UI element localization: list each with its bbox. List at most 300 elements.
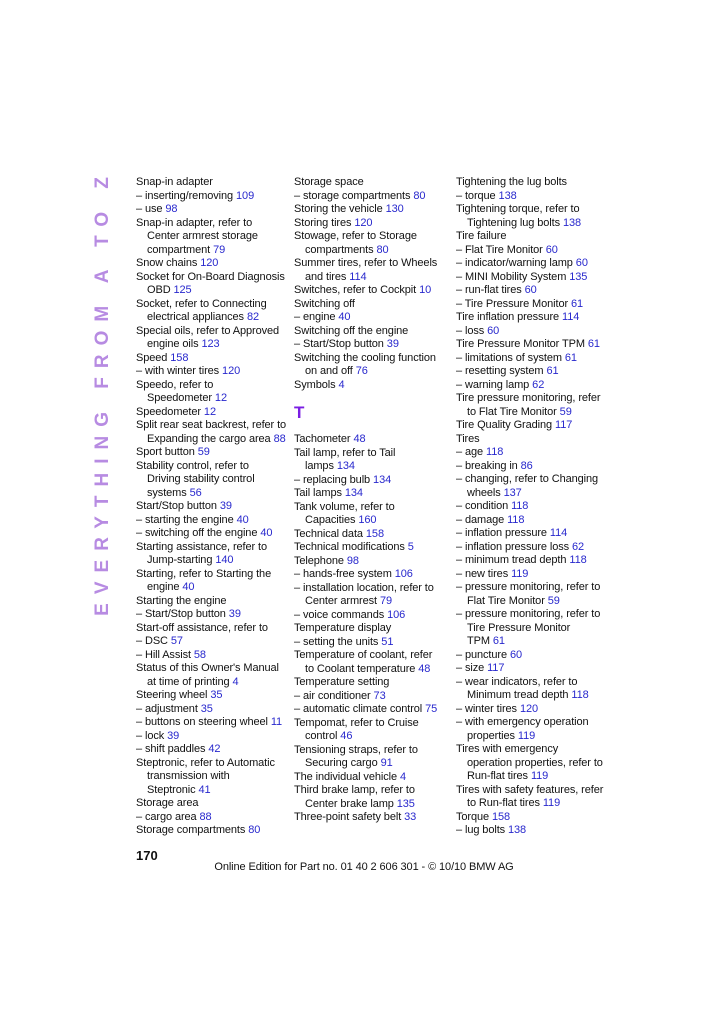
index-entry [294,690,450,704]
index-entry [136,622,292,636]
entry-line [456,662,612,676]
index-entry [136,649,292,663]
entry-line [294,676,450,690]
page-ref: 42 [208,743,221,755]
entry-text: Expanding the cargo area [147,432,271,445]
entry-text: lamps [305,460,334,472]
entry-line [294,217,450,231]
page-ref: 118 [507,513,525,526]
index-entry [294,352,450,379]
entry-line [456,622,612,636]
entry-text: – minimum tread depth [456,554,567,566]
entry-line [294,284,450,298]
entry-line [456,176,612,190]
entry-text: Socket for On-Board Diagnosis [136,270,285,283]
entry-line [136,541,292,555]
page-ref: 35 [200,702,213,715]
entry-text: on and off [305,365,353,377]
entry-text: Tail lamps [294,487,342,499]
page-ref: 51 [381,635,394,648]
page-ref: 58 [193,648,206,661]
page-ref: 91 [380,757,393,769]
entry-text: – adjustment [136,702,198,715]
index-entry [294,528,450,542]
entry-text: – use [136,203,163,215]
index-entry [456,419,612,433]
index-entry [136,514,292,528]
entry-text: systems [147,486,187,499]
index-entry [456,514,612,528]
footer-edition-note: Online Edition for Part no. 01 40 2 606 301 - © 10/10 BMW AG [214,861,514,873]
entry-line [456,352,612,366]
page-ref: 59 [547,594,560,607]
page-ref: 60 [524,284,537,296]
entry-text: Run-flat tires [467,770,528,782]
entry-text: – new tires [456,567,509,580]
index-entry [294,338,450,352]
page-ref: 80 [376,243,389,256]
page-ref: 39 [228,608,241,620]
entry-line [294,230,450,244]
entry-line [136,176,292,190]
entry-line [456,406,612,420]
page-ref: 88 [273,432,286,445]
page-ref: 123 [201,338,220,350]
entry-text: Technical modifications [294,541,405,553]
entry-text: – limitations of system [456,351,562,364]
entry-line [294,514,450,528]
entry-text: – winter tires [456,702,517,715]
index-entry [294,744,450,771]
entry-line [456,298,612,312]
entry-line [456,338,612,352]
entry-text: – hands-free system [294,568,392,580]
entry-line [136,244,292,258]
entry-text: Third brake lamp, refer to [294,784,415,796]
entry-line [456,568,612,582]
page-ref: 57 [170,635,183,647]
entry-line [294,190,450,204]
entry-line [294,717,450,731]
entry-text: – pressure monitoring, refer to [456,608,601,620]
entry-line [294,379,450,393]
entry-line [136,230,292,244]
entry-text: Jump-starting [147,554,213,566]
entry-line [294,811,450,825]
entry-text: engine oils [147,338,199,350]
page-ref: 33 [404,811,417,823]
page-ref: 80 [248,824,261,836]
index-entry [136,190,292,204]
entry-line [136,595,292,609]
entry-line [294,636,450,650]
entry-line [456,217,612,231]
entry-text: to Run-flat tires [467,797,540,809]
entry-text: Symbols [294,378,336,391]
entry-line [136,757,292,771]
page-ref: 40 [338,311,351,323]
entry-text: Stowage, refer to Storage [294,230,417,242]
entry-line [136,392,292,406]
index-entry [136,460,292,501]
entry-line [136,379,292,393]
index-entry [456,581,612,608]
entry-line [456,743,612,757]
page-ref: 80 [413,189,426,202]
index-entry [456,325,612,339]
entry-text: – changing, refer to Changing [456,473,599,485]
entry-line [456,460,612,474]
entry-line [456,514,612,528]
entry-line [294,771,450,785]
entry-text: – starting the engine [136,513,234,526]
entry-text: TPM [467,635,490,647]
entry-line [456,811,612,825]
index-entry [136,365,292,379]
entry-line [136,554,292,568]
page-ref: 120 [354,216,373,229]
entry-text: – automatic climate control [294,703,423,715]
entry-text: – age [456,446,484,458]
entry-line [136,743,292,757]
entry-text: Flat Tire Monitor [467,594,545,607]
entry-line [456,730,612,744]
entry-text: – replacing bulb [294,473,371,486]
entry-line [136,527,292,541]
index-column-2 [294,176,450,825]
entry-text: Sport button [136,446,195,458]
entry-line [136,433,292,447]
entry-line [294,176,450,190]
entry-text: Switching off [294,297,355,310]
entry-line [294,203,450,217]
entry-text: Tire Pressure Monitor TPM [456,338,585,350]
entry-line [136,406,292,420]
page-ref: 60 [509,648,522,661]
entry-text: – breaking in [456,459,518,472]
index-entry [136,379,292,406]
index-entry [456,190,612,204]
index-entry [456,784,612,811]
entry-text: – inserting/removing [136,189,234,202]
entry-line [136,568,292,582]
entry-line [456,419,612,433]
entry-text: Starting the engine [136,594,227,607]
entry-text: – condition [456,500,509,512]
page-ref: 86 [520,459,533,472]
page-ref: 98 [346,554,359,567]
index-entry [136,689,292,703]
entry-line [294,528,450,542]
entry-text: Center brake lamp [305,797,394,810]
index-entry [294,447,450,474]
entry-line [136,460,292,474]
entry-line [456,190,612,204]
entry-line [136,514,292,528]
entry-text: – puncture [456,648,507,661]
entry-text: Temperature setting [294,676,390,688]
index-entry [294,636,450,650]
entry-text: Tightening lug bolts [467,216,560,229]
index-entry [136,352,292,366]
entry-line [136,703,292,717]
entry-text: – MINI Mobility System [456,270,567,283]
entry-text: compartments [305,243,374,256]
entry-line [456,797,612,811]
entry-line [294,325,450,339]
index-entry [294,284,450,298]
entry-text: – resetting system [456,365,544,377]
entry-text: Storage compartments [136,824,246,836]
entry-line [136,311,292,325]
entry-text: Snap-in adapter [136,176,213,188]
entry-text: Tensioning straps, refer to [294,743,418,756]
entry-line [456,676,612,690]
index-entry [136,271,292,298]
index-entry [136,797,292,811]
entry-line [294,447,450,461]
entry-line [294,798,450,812]
entry-text: Tachometer [294,433,351,445]
entry-text: Temperature of coolant, refer [294,649,433,661]
page-ref: 12 [203,405,216,418]
entry-line [456,649,612,663]
entry-line [136,352,292,366]
page-ref: 119 [530,770,549,782]
entry-line [136,635,292,649]
index-entry [456,244,612,258]
entry-text: properties [467,729,515,742]
page-ref: 120 [222,365,241,377]
page-ref: 10 [419,284,432,296]
entry-line [456,824,612,838]
entry-line [456,257,612,271]
entry-text: Center armrest [305,595,377,607]
entry-line [136,716,292,730]
page-ref: 79 [213,243,226,256]
entry-line [294,663,450,677]
entry-line [456,608,612,622]
entry-text: and tires [305,270,347,283]
index-entry [456,527,612,541]
page-ref: 117 [487,662,505,674]
page-ref: 35 [210,689,223,701]
index-entry [294,784,450,811]
index-entry [456,311,612,325]
index-entry [456,446,612,460]
entry-line [136,338,292,352]
entry-line [136,298,292,312]
index-entry [456,473,612,500]
entry-line [456,365,612,379]
index-entry [294,474,450,488]
entry-text: – installation location, refer to [294,581,434,594]
page-ref: 41 [198,783,211,796]
entry-text: – with winter tires [136,365,220,377]
index-entry [294,433,450,447]
page-ref: 140 [215,554,234,566]
entry-text: – warning lamp [456,378,530,391]
page-ref: 59 [197,446,210,458]
entry-line [136,730,292,744]
entry-text: Switches, refer to Cockpit [294,284,417,296]
entry-line [294,649,450,663]
entry-text: Start-off assistance, refer to [136,621,268,634]
entry-text: – Start/Stop button [136,608,226,620]
entry-text: – Start/Stop button [294,338,384,350]
index-entry [294,676,450,690]
page-ref: 61 [587,338,600,350]
entry-line [456,595,612,609]
entry-text: Tire Pressure Monitor [467,621,571,634]
entry-line [294,744,450,758]
entry-text: Stability control, refer to [136,459,249,472]
entry-text: Storing tires [294,216,352,229]
index-entry [136,716,292,730]
entry-line [136,676,292,690]
entry-text: compartment [147,243,211,256]
entry-text: Capacities [305,514,356,526]
page-ref: 135 [569,270,588,283]
index-entry [294,230,450,257]
page-ref: 138 [508,824,527,836]
page-ref: 48 [353,433,366,445]
index-entry [294,257,450,284]
page-ref: 60 [545,243,558,256]
entry-line [294,365,450,379]
entry-text: – DSC [136,635,168,647]
page-ref: 46 [340,730,353,742]
index-entry [294,703,450,717]
page-ref: 106 [387,608,406,621]
index-entry [294,541,450,555]
page-ref: 12 [214,392,227,404]
entry-text: The individual vehicle [294,770,397,783]
index-entry [136,419,292,446]
entry-line [136,487,292,501]
page-ref: 130 [385,203,404,215]
entry-text: Snap-in adapter, refer to [136,216,253,229]
entry-line [456,689,612,703]
page-ref: 118 [569,554,587,566]
entry-line [456,716,612,730]
entry-text: Center armrest storage [147,230,258,242]
index-entry [294,325,450,339]
entry-line [136,257,292,271]
entry-text: – damage [456,513,505,526]
entry-line [456,473,612,487]
page-ref: 134 [373,473,392,486]
entry-text: Tank volume, refer to [294,500,395,513]
entry-line [456,757,612,771]
entry-text: Storing the vehicle [294,203,383,215]
page-ref: 39 [167,729,180,742]
entry-line [294,784,450,798]
entry-text: operation properties, refer to [467,756,603,769]
page-ref: 117 [555,419,573,431]
entry-line [294,609,450,623]
index-entry [456,541,612,555]
page-ref: 62 [532,378,545,391]
entry-text: – torque [456,189,496,202]
entry-text: – setting the units [294,635,379,648]
index-entry [456,284,612,298]
index-entry [456,662,612,676]
entry-line [456,554,612,568]
entry-line [294,257,450,271]
page-ref: 40 [260,527,273,539]
page-ref: 61 [564,351,577,364]
chapter-label-vertical: EVERYTHING FROM A TO Z [92,168,113,616]
entry-text: Tempomat, refer to Cruise [294,716,419,729]
entry-text: transmission with [147,770,230,782]
index-entry [136,176,292,190]
entry-line [456,325,612,339]
index-entry [456,716,612,743]
index-entry [294,609,450,623]
index-entry [456,608,612,649]
page-number: 170 [136,848,158,863]
page-ref: 158 [365,527,384,540]
index-entry [136,203,292,217]
page-ref: 125 [173,284,192,296]
page-ref: 62 [572,540,585,553]
entry-text: – air conditioner [294,689,371,702]
entry-text: – shift paddles [136,743,206,755]
entry-line [294,501,450,515]
page-ref: 109 [236,189,255,202]
index-entry [136,325,292,352]
index-entry [294,501,450,528]
index-entry [294,487,450,501]
entry-line [136,622,292,636]
index-entry [136,743,292,757]
entry-text: Tire failure [456,230,507,242]
page-ref: 39 [219,500,232,512]
index-entry [136,757,292,798]
entry-text: – lock [136,729,165,742]
page-ref: 76 [355,365,368,377]
entry-text: Storage space [294,176,364,188]
entry-text: Split rear seat backrest, refer to [136,419,287,431]
page-ref: 114 [349,270,367,283]
page-ref: 61 [546,365,559,377]
entry-text: – Hill Assist [136,648,191,661]
entry-line [294,703,450,717]
entry-text: Steering wheel [136,689,208,701]
entry-line [294,568,450,582]
index-entry [456,392,612,419]
entry-text: Steptronic [147,783,196,796]
entry-text: Status of this Owner's Manual [136,662,279,674]
entry-line [456,527,612,541]
page-ref: 118 [511,500,529,512]
index-entry [456,568,612,582]
index-entry [456,460,612,474]
page-ref: 158 [170,351,189,364]
index-entry [456,271,612,285]
entry-line [136,284,292,298]
page-ref: 134 [344,487,363,499]
entry-line [136,217,292,231]
index-entry [456,352,612,366]
index-entry [294,771,450,785]
page-ref: 61 [571,297,584,310]
index-entry [136,824,292,838]
entry-line [136,662,292,676]
entry-line [136,581,292,595]
entry-line [136,190,292,204]
